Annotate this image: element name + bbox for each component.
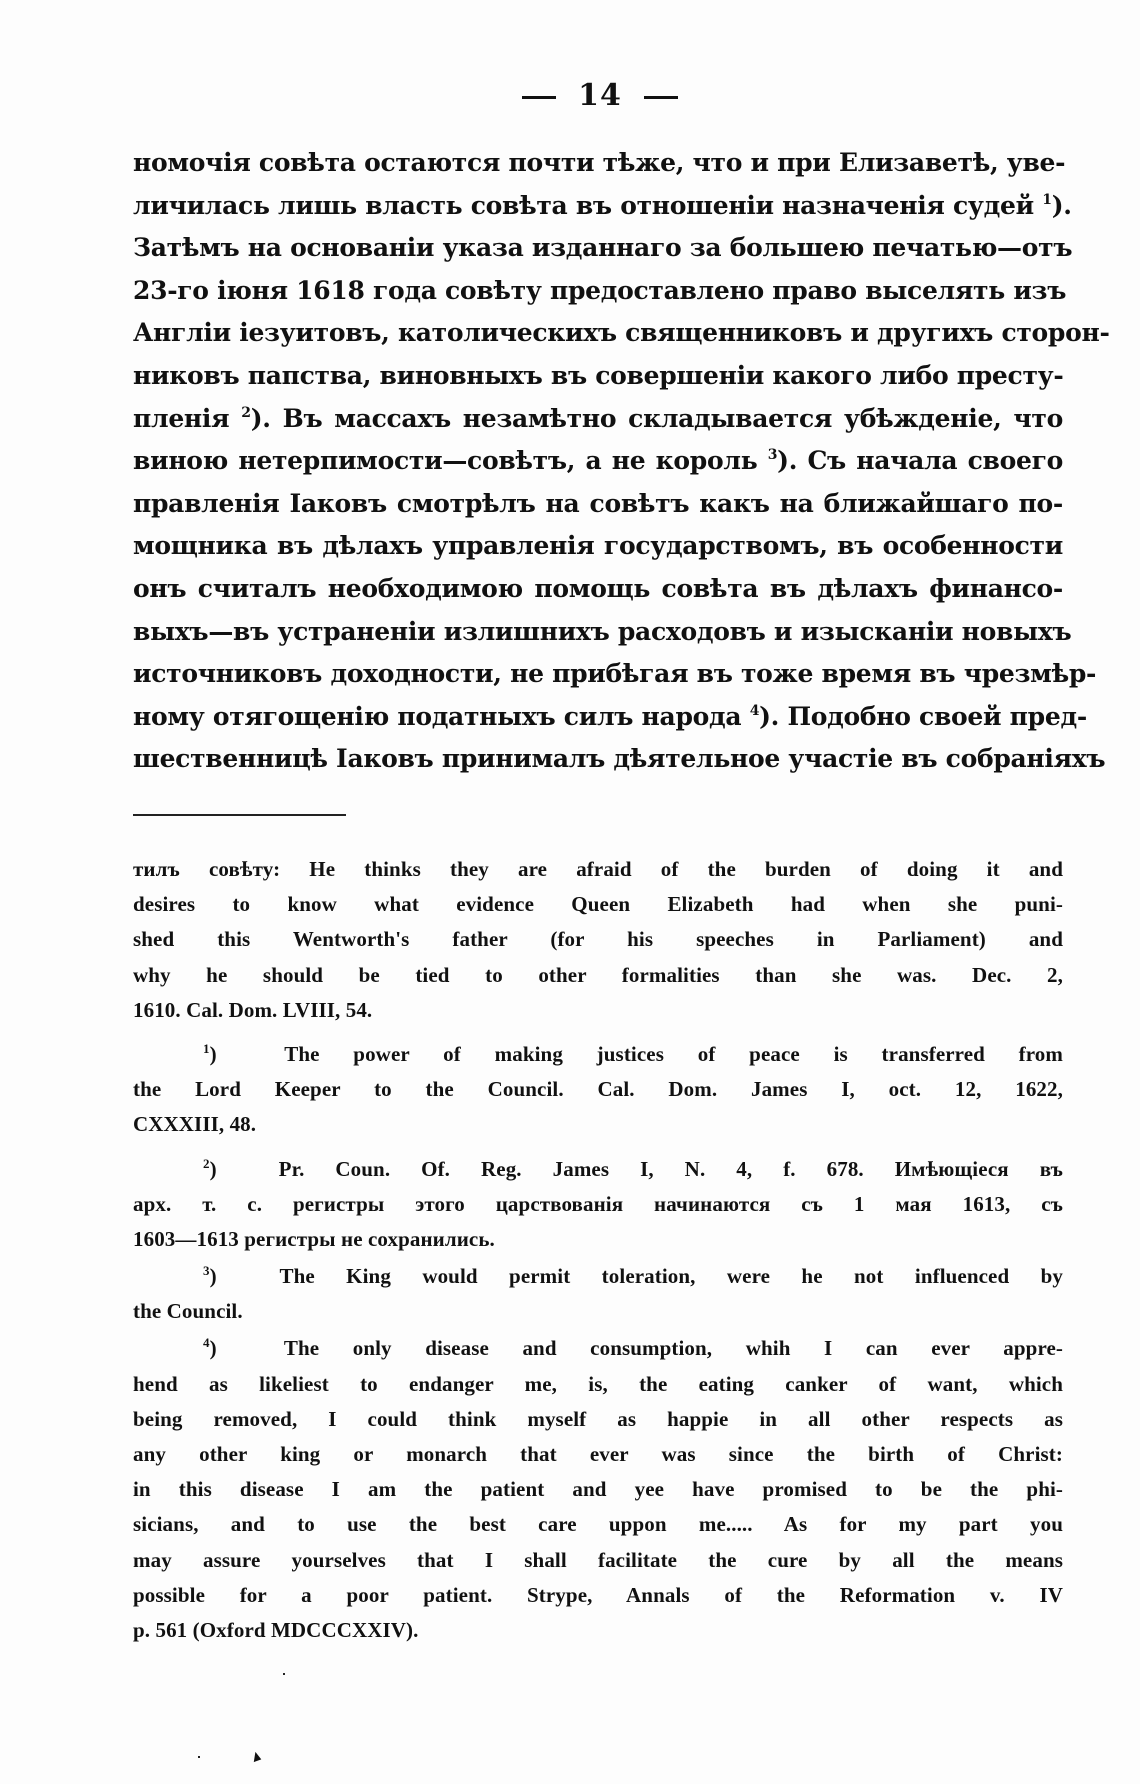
footnote-ref: 3 bbox=[767, 447, 778, 464]
footnote-marker: 2 bbox=[203, 1155, 210, 1171]
footnote-ref: 2 bbox=[241, 404, 251, 421]
footnote-2 bbox=[133, 1152, 1063, 1258]
body-line: виною нетерпимости—совѣтъ, а не король $^3$). Съ начала своего bbox=[133, 446, 1063, 476]
page-number: 14 bbox=[578, 78, 622, 113]
footnote-line: shed this Wentworth's father (for his speeches in Parliament) and bbox=[133, 927, 1063, 952]
footnote-line: арх. т. с. регистры этого царствованія начинаются съ 1 мая 1613, съ bbox=[133, 1191, 1063, 1216]
body-line: Англіи іезуитовъ, католическихъ священниковъ и другихъ сторон- bbox=[133, 318, 1110, 348]
footnote-line: $^4$) The only disease and consumption, whih I can ever appre- bbox=[203, 1335, 1063, 1361]
footnote-marker: 4 bbox=[203, 1335, 210, 1351]
footnote-line: being removed, I could think myself as happie in all other respects as bbox=[133, 1406, 1063, 1431]
dash-right bbox=[644, 96, 678, 99]
footnote-separator bbox=[133, 814, 346, 816]
body-line: мощника въ дѣлахъ управленія государствомъ, въ особенности bbox=[133, 531, 1063, 561]
footnote-continuation bbox=[133, 852, 1063, 1028]
dash-left bbox=[522, 96, 556, 99]
body-line: ному отягощенію податныхъ силъ народа $^4$). Подобно своей пред- bbox=[133, 701, 1087, 731]
footnote-line: desires to know what evidence Queen Elizabeth had when she puni- bbox=[133, 892, 1063, 917]
footnote-line: why he should be tied to other formalities than she was. Dec. 2, bbox=[133, 962, 1063, 987]
footnotes-section bbox=[133, 852, 1063, 1657]
footnote-marker: 3 bbox=[203, 1263, 210, 1279]
footnote-line: $^3$) The King would permit toleration, were he not influenced by bbox=[203, 1263, 1063, 1289]
footnote-line: may assure yourselves that I shall facilitate the cure by all the means bbox=[133, 1547, 1063, 1572]
footnote-4 bbox=[133, 1331, 1063, 1648]
body-line: онъ считалъ необходимою помощь совѣта въ дѣлахъ финансо- bbox=[133, 573, 1063, 603]
footnote-line: $^1$) The power of making justices of peace is transferred from bbox=[203, 1040, 1063, 1066]
footnote-line: possible for a poor patient. Strype, Annals of the Reformation v. IV bbox=[133, 1582, 1063, 1607]
footnote-line: 1603—1613 регистры не сохранились. bbox=[133, 1226, 495, 1251]
body-line: номочія совѣта остаются почти тѣже, что и при Елизаветѣ, уве- bbox=[133, 148, 1066, 177]
body-line: выхъ—въ устраненіи излишнихъ расходовъ и изысканіи новыхъ bbox=[133, 616, 1072, 646]
footnote-ref: 4 bbox=[749, 702, 760, 719]
main-text bbox=[133, 142, 1110, 781]
body-line: пленія $^2$). Въ массахъ незамѣтно складывается убѣжденіе, что bbox=[133, 403, 1063, 433]
footnote-line: any other king or monarch that ever was since the birth of Christ: bbox=[133, 1442, 1063, 1466]
body-line: никовъ папства, виновныхъ въ совершеніи какого либо престу- bbox=[133, 360, 1064, 390]
scan-speck bbox=[198, 1756, 200, 1758]
body-line: 23-го іюня 1618 года совѣту предоставлено право выселять изъ bbox=[133, 275, 1067, 305]
footnote-line: hend as likeliest to endanger me, is, the eating canker of want, which bbox=[133, 1371, 1063, 1396]
footnote-line: the Lord Keeper to the Council. Cal. Dom. James I, oct. 12, 1622, bbox=[133, 1077, 1063, 1102]
footnote-line: in this disease I am the patient and yee have promised to be the phi- bbox=[133, 1477, 1063, 1502]
footnote-1 bbox=[133, 1037, 1063, 1143]
body-line: источниковъ доходности, не прибѣгая въ тоже время въ чрезмѣр- bbox=[133, 659, 1097, 689]
footnote-line: тилъ совѣту: He thinks they are afraid of the burden of doing it and bbox=[133, 857, 1063, 881]
body-line: шественницѣ Іаковъ принималъ дѣятельное участіе въ собраніяхъ bbox=[133, 744, 1106, 774]
scan-mark-icon bbox=[251, 1751, 262, 1762]
footnote-line: p. 561 (Oxford MDCCCXXIV). bbox=[133, 1617, 419, 1642]
body-line: правленія Іаковъ смотрѣлъ на совѣтъ какъ на ближайшаго по- bbox=[133, 488, 1063, 518]
body-line: личилась лишь власть совѣта въ отношеніи назначенія судей $^1$). bbox=[133, 190, 1072, 220]
footnote-line: sicians, and to use the best care uppon me..... As for my part you bbox=[133, 1512, 1063, 1537]
footnote-line: CXXXIII, 48. bbox=[133, 1112, 257, 1137]
scan-speck bbox=[283, 1673, 285, 1675]
footnote-line: $^2$) Pr. Coun. Of. Reg. James I, N. 4, f. 678. Имѣющіеся въ bbox=[203, 1155, 1063, 1181]
footnote-line: 1610. Cal. Dom. LVIII, 54. bbox=[133, 997, 373, 1022]
footnote-line: the Council. bbox=[133, 1299, 243, 1324]
body-line: Затѣмъ на основаніи указа изданнаго за большею печатью—отъ bbox=[133, 233, 1073, 263]
footnote-ref: 1 bbox=[1042, 191, 1052, 208]
footnote-marker: 1 bbox=[203, 1040, 210, 1056]
footnote-3 bbox=[133, 1259, 1063, 1329]
page-number-header bbox=[0, 78, 1140, 113]
